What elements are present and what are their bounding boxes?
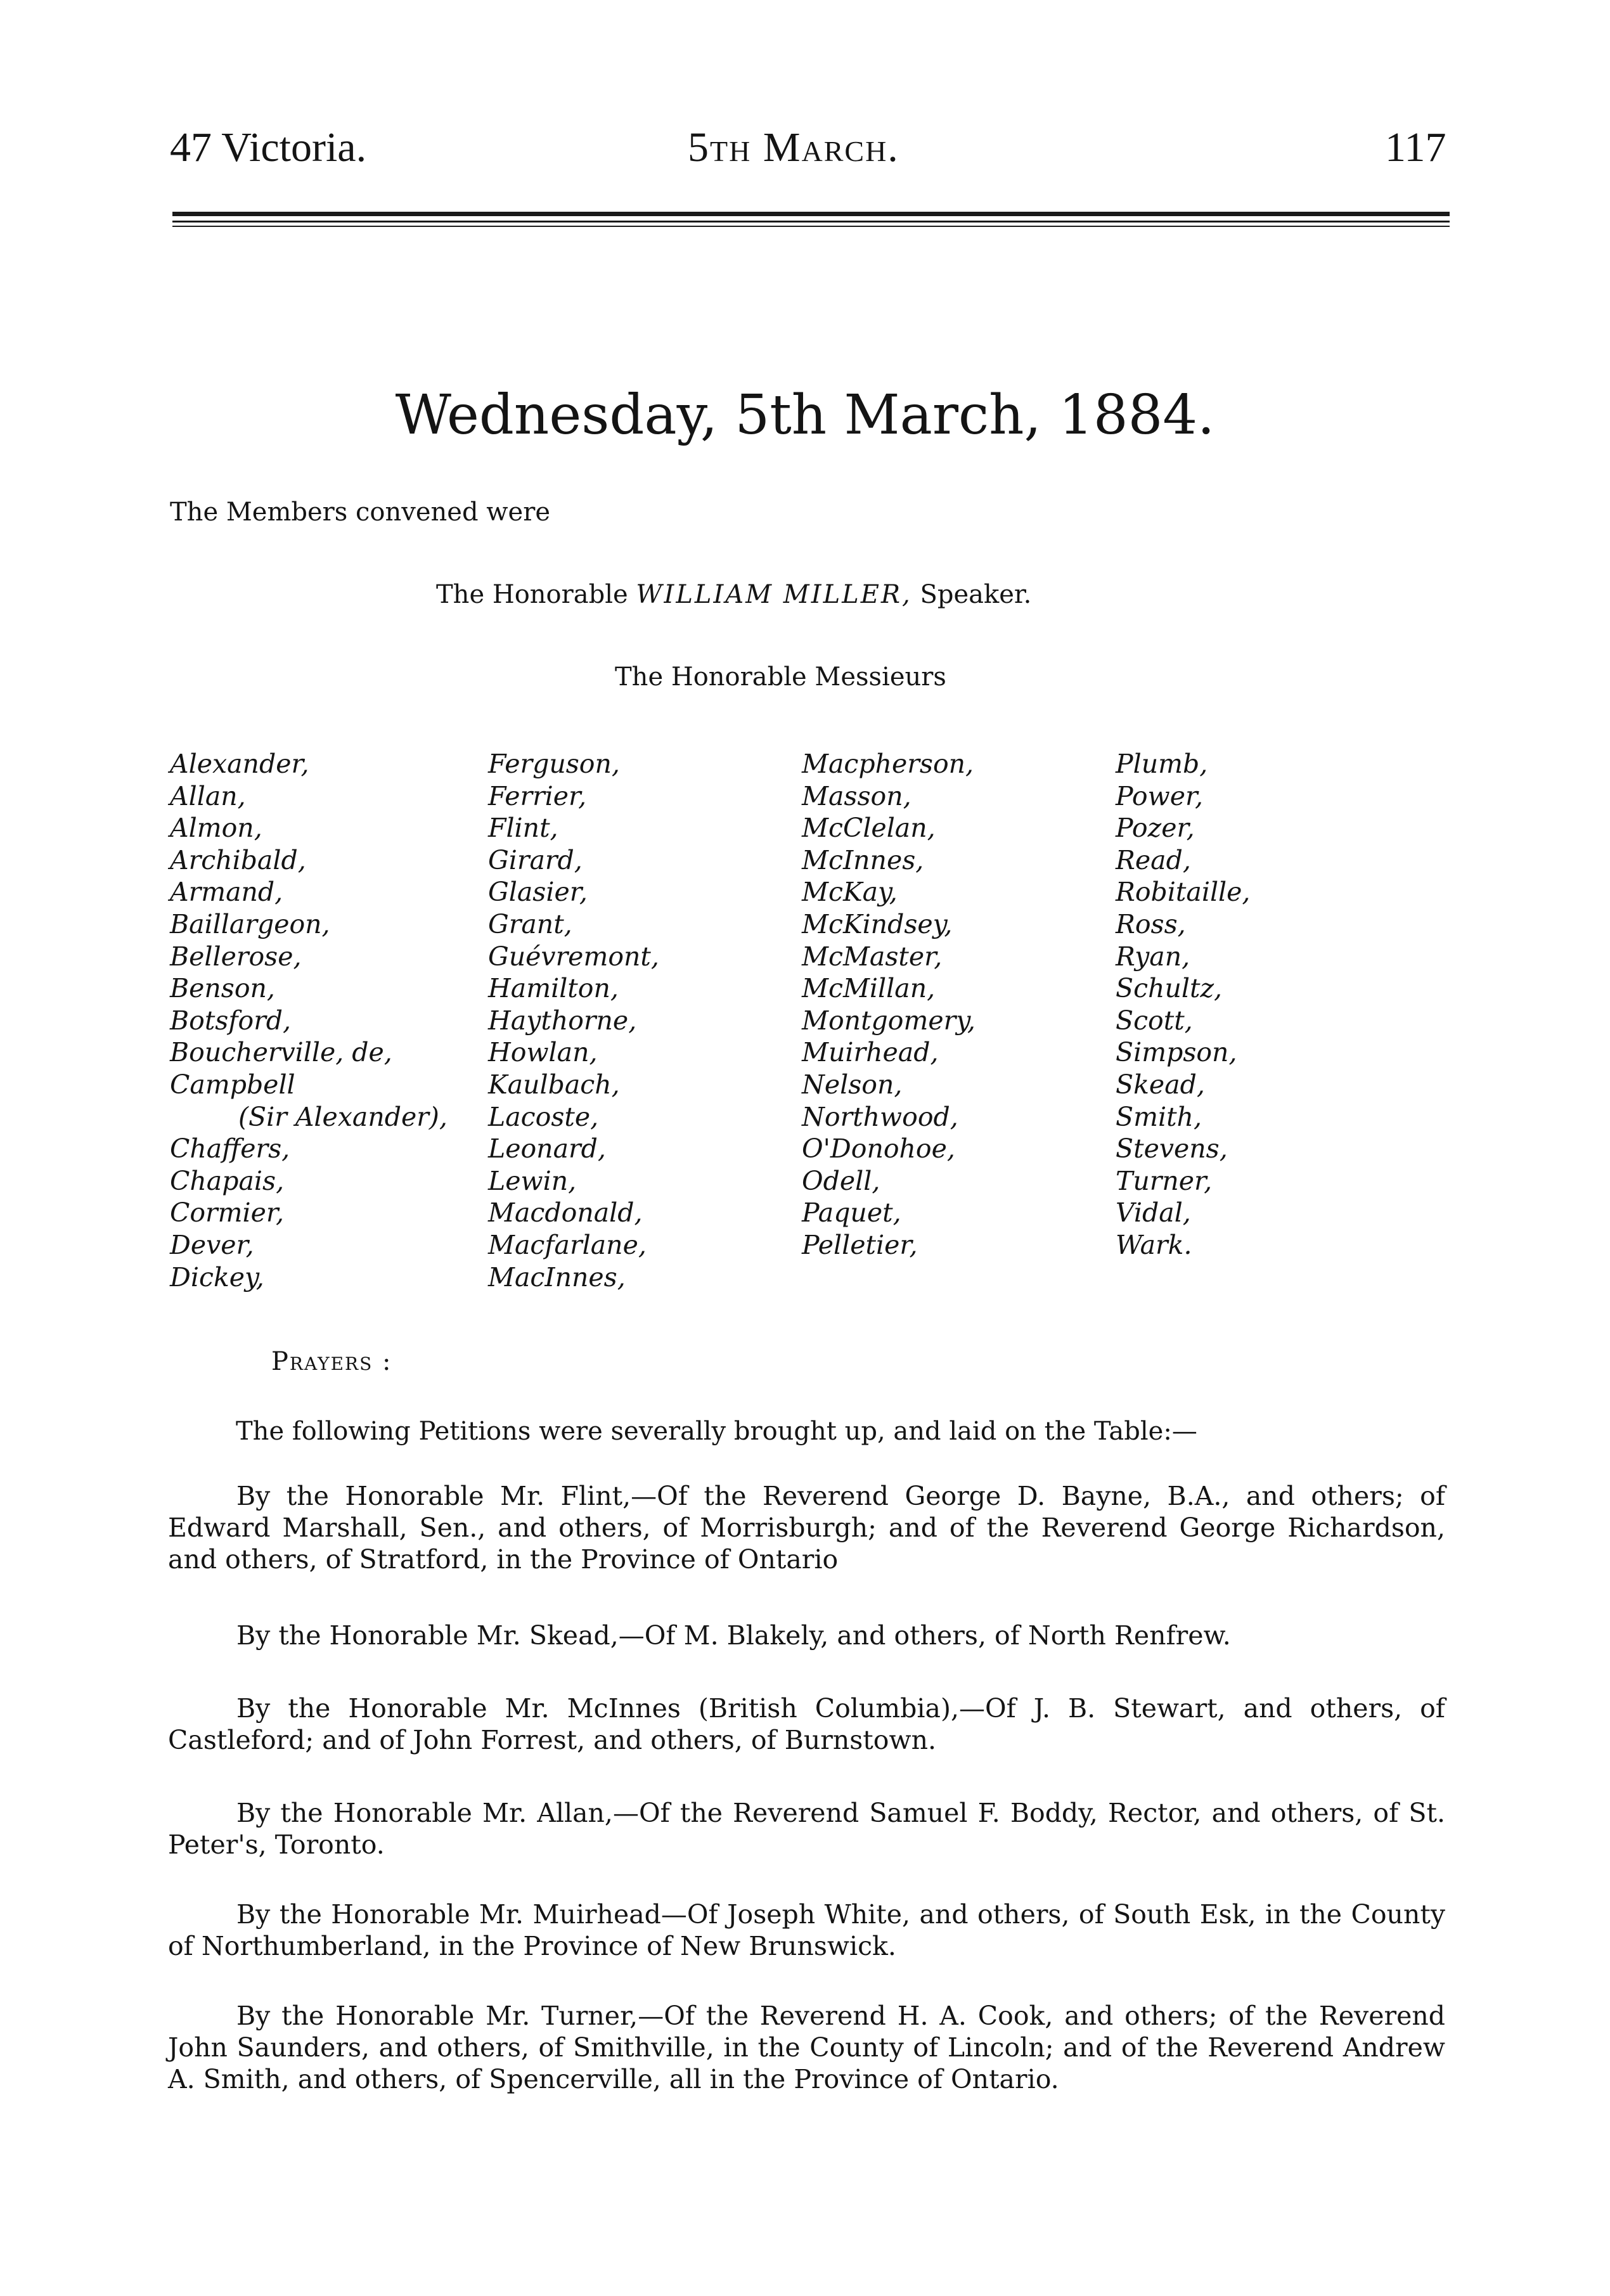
speaker-prefix: The Honorable [436,580,628,609]
members-column-4 [1116,748,1250,1261]
petition-paragraph [168,1620,1445,1651]
prayers-heading: Prayers : [271,1347,392,1376]
members-column-3 [802,748,976,1261]
member-name: Masson, [802,780,911,811]
running-header-left: 47 Victoria. [170,124,367,171]
member-name: Ross, [1116,908,1186,939]
petition-paragraph [168,2000,1445,2095]
member-name: Hamilton, [488,973,619,1004]
member-name: McMaster, [802,941,943,972]
speaker-line [436,580,1031,609]
paragraph-text: By the Honorable Mr. Skead,—Of M. Blakely, and others, of North Renfrew. [236,1620,1231,1651]
member-name: McMillan, [802,973,936,1004]
member-name: Pozer, [1116,813,1195,844]
member-name: Ferrier, [488,780,587,811]
paragraph-text: By the Honorable Mr. Allan,—Of the Reverend Samuel F. Boddy, Rector, and others, of St. Peter's, Toronto. [168,1798,1445,1860]
member-name: Dickey, [170,1261,264,1293]
member-name: Armand, [170,877,283,908]
member-name: Read, [1116,844,1191,875]
member-name: Girard, [488,844,583,875]
member-name: Plumb, [1116,749,1208,779]
member-name: Nelson, [802,1069,903,1100]
petition-paragraph [168,1480,1445,1575]
member-name: Flint, [488,813,558,844]
messieurs-line: The Honorable Messieurs [615,662,946,692]
member-name: Vidal, [1116,1197,1191,1229]
member-name: Haythorne, [488,1005,637,1036]
paragraph-text: By the Honorable Mr. McInnes (British Columbia),—Of J. B. Stewart, and others, of Castleford; and of John Forrest, and others, of Burnstown. [168,1693,1445,1755]
member-name: Lewin, [488,1165,577,1196]
member-name: Paquet, [802,1197,901,1229]
convened-line: The Members convened were [170,498,550,527]
page-number: 117 [1385,124,1446,171]
paragraph-text: By the Honorable Mr. Flint,—Of the Reverend George D. Bayne, B.A., and others; of Edward Marshall, Sen., and others, of Morrisburgh; and of the Reverend George Richardson, and others, of Stratford, in the Province of Ontario [168,1481,1445,1575]
paragraph-text: By the Honorable Mr. Turner,—Of the Reverend H. A. Cook, and others; of the Reverend John Saunders, and others, of Smithville, in the County of Lincoln; and of the Reverend Andrew A. Smith, and others, of Spencerville, all in the Province of Ontario. [168,2001,1445,2094]
member-name: Howlan, [488,1037,598,1068]
member-name: Lacoste, [488,1101,599,1132]
member-name: Skead, [1116,1069,1205,1100]
member-name: Power, [1116,780,1204,811]
header-rule-thin [172,226,1450,227]
member-name: Smith, [1116,1101,1202,1132]
member-name: Macdonald, [488,1197,643,1229]
member-name: Scott, [1116,1005,1193,1036]
member-name: Kaulbach, [488,1069,620,1100]
member-name: Campbell [170,1069,295,1100]
member-name: Macpherson, [802,749,974,779]
member-name: McClelan, [802,813,936,844]
member-name-continuation: (Sir Alexander), [238,1101,448,1132]
member-name: Botsford, [170,1005,292,1036]
member-name: Allan, [170,780,246,811]
member-name: Glasier, [488,877,588,908]
member-name: Dever, [170,1229,254,1260]
member-name: Cormier, [170,1197,285,1229]
member-name: Guévremont, [488,941,659,972]
petition-paragraph [168,1899,1445,1962]
member-name: Leonard, [488,1133,606,1164]
member-name: Benson, [170,973,275,1004]
member-name: McKay, [802,877,898,908]
member-name: Archibald, [170,844,306,875]
header-rule-thick [172,212,1450,216]
member-name: Chaffers, [170,1133,290,1164]
member-name: Wark. [1116,1229,1192,1260]
member-name: Odell, [802,1165,880,1196]
page-title: Wednesday, 5th March, 1884. [395,384,1215,447]
petition-paragraph [168,1797,1445,1861]
members-column-2 [488,748,659,1293]
member-name: Chapais, [170,1165,285,1196]
member-name: Pelletier, [802,1229,918,1260]
member-name: Robitaille, [1116,877,1251,908]
petitions-intro: The following Petitions were severally brought up, and laid on the Table:— [236,1417,1197,1446]
member-name: McKindsey, [802,908,953,939]
paragraph-text: By the Honorable Mr. Muirhead—Of Joseph White, and others, of South Esk, in the County of Northumberland, in the Province of New Brunswick. [168,1899,1445,1961]
member-name: Alexander, [170,749,309,779]
members-column-1 [170,748,448,1293]
member-name: Turner, [1116,1165,1213,1196]
member-name: Baillargeon, [170,908,330,939]
member-name: Grant, [488,908,572,939]
member-name: McInnes, [802,844,924,875]
running-header-date: 5th March. [688,124,899,171]
member-name: Macfarlane, [488,1229,647,1260]
member-name: Simpson, [1116,1037,1237,1068]
member-name: Muirhead, [802,1037,939,1068]
speaker-role: Speaker. [920,580,1032,609]
member-name: Ryan, [1116,941,1190,972]
member-name: Ferguson, [488,749,620,779]
member-name: Schultz, [1116,973,1223,1004]
speaker-name: WILLIAM MILLER, [636,580,912,609]
member-name: Almon, [170,813,262,844]
member-name: Montgomery, [802,1005,976,1036]
petition-paragraph [168,1693,1445,1756]
header-rule-mid [172,221,1450,223]
member-name: Stevens, [1116,1133,1228,1164]
member-name: O'Donohoe, [802,1133,955,1164]
member-name: Boucherville, de, [170,1037,392,1068]
member-name: Northwood, [802,1101,958,1132]
member-name: Bellerose, [170,941,302,972]
member-name: MacInnes, [488,1261,626,1293]
